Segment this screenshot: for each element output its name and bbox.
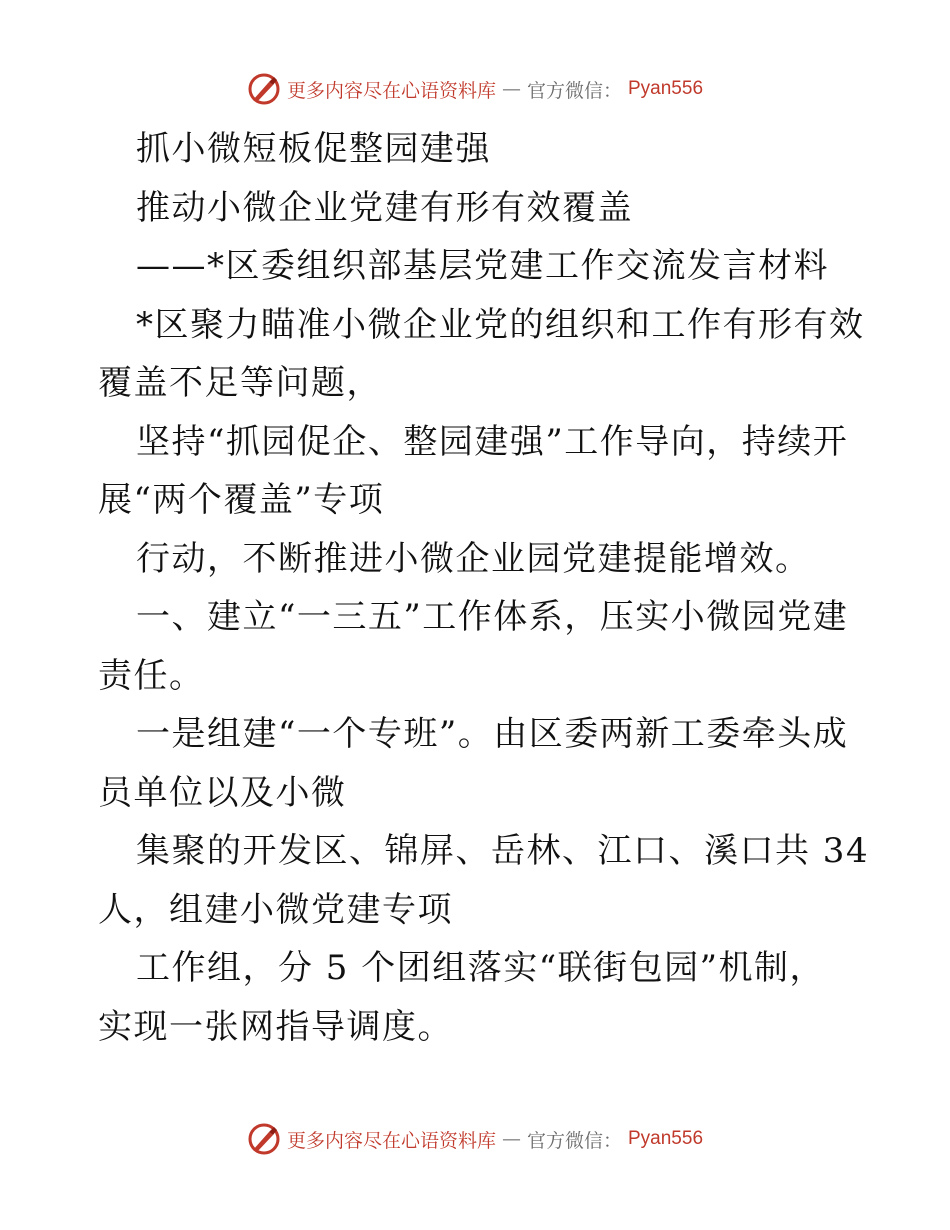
section-heading-cont: 责任。: [98, 655, 205, 696]
paragraph-line: 行动，不断推进小微企业园党建提能增效。: [136, 538, 811, 579]
paragraph-line: 一是组建“一个专班”。由区委两新工委牵头成: [136, 714, 849, 754]
watermark-wechat-id: Pyan556: [628, 78, 704, 99]
paragraph-line: 员单位以及小微: [98, 772, 347, 813]
pen-circle-logo-icon: [247, 72, 281, 106]
paragraph-line: 工作组，分 5 个团组落实“联街包园”机制，: [136, 948, 826, 988]
document-byline: ——*区委组织部基层党建工作交流发言材料: [136, 246, 829, 286]
watermark-separator: —: [501, 1128, 521, 1150]
paragraph-line: 集聚的开发区、锦屏、岳林、江口、溪口共 34: [136, 831, 870, 871]
watermark-text: 更多内容尽在心语资料库: [286, 79, 496, 102]
document-title: 抓小微短板促整园建强: [136, 129, 491, 169]
watermark-label: 官方微信：: [526, 1129, 622, 1152]
watermark-label: 官方微信：: [526, 79, 622, 102]
section-heading: 一、建立“一三五”工作体系，压实小微园党建: [136, 597, 849, 637]
watermark-wechat-id: Pyan556: [628, 1128, 704, 1149]
document-body: [98, 120, 870, 1056]
watermark-text: 更多内容尽在心语资料库: [286, 1129, 496, 1152]
paragraph-line: 坚持“抓园促企、整园建强”工作导向，持续开: [136, 421, 849, 462]
watermark-separator: —: [501, 78, 521, 100]
header-watermark: [0, 72, 950, 106]
paragraph-line: 人，组建小微党建专项: [98, 889, 453, 930]
pen-circle-logo-icon: [247, 1122, 281, 1156]
document-subtitle: 推动小微企业党建有形有效覆盖: [136, 187, 633, 228]
paragraph-line: 实现一张网指导调度。: [98, 1006, 453, 1047]
paragraph-line: 覆盖不足等问题，: [98, 363, 382, 403]
paragraph-line: 展“两个覆盖”专项: [98, 480, 385, 520]
paragraph-line: *区聚力瞄准小微企业党的组织和工作有形有效: [136, 304, 865, 345]
footer-watermark: [0, 1122, 950, 1156]
